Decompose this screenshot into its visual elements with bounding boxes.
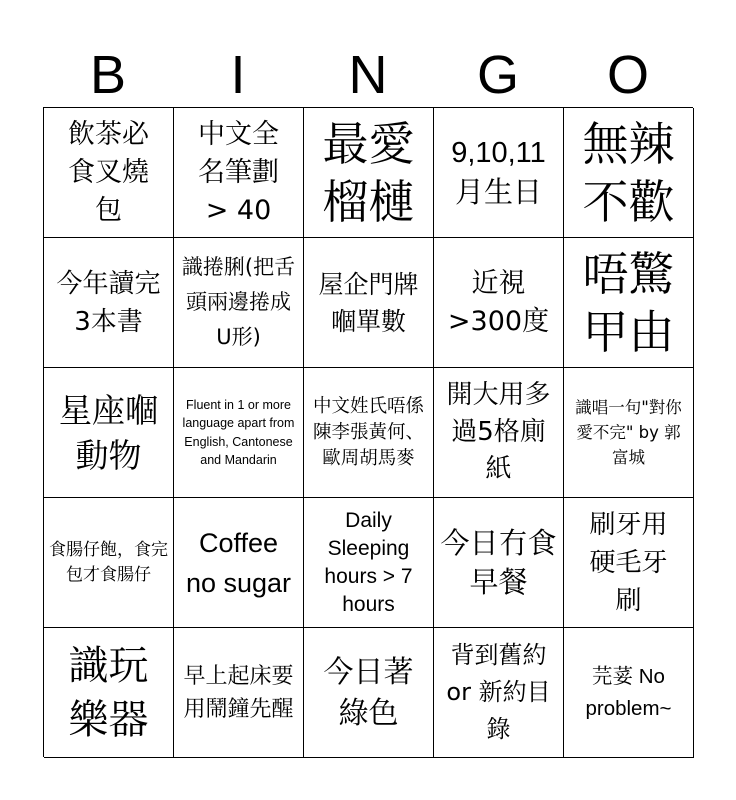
header-letter-b: B	[89, 45, 127, 105]
cell-text: 今年讀完3本書	[56, 268, 161, 337]
cell-text: 飲茶必食叉燒包	[68, 118, 149, 226]
bingo-cell[interactable]	[304, 628, 434, 758]
bingo-cell[interactable]	[564, 498, 694, 628]
bingo-cell[interactable]	[434, 628, 564, 758]
header-letter-n: N	[348, 45, 388, 105]
bingo-cell[interactable]	[44, 628, 174, 758]
bingo-grid	[43, 107, 693, 757]
header-letter-o: O	[606, 45, 649, 105]
cell-text: 背到舊約or 新約目錄	[446, 641, 551, 743]
bingo-cell[interactable]	[44, 368, 174, 498]
cell-text: 屋企門牌嗰單數	[318, 269, 419, 336]
cell-text: Fluent in 1 or more language apart from English, Cantonese and Mandarin	[182, 397, 295, 467]
cell-text: 無辣不歡	[582, 116, 675, 229]
cell-text: 近視>300度	[447, 267, 550, 337]
cell-text: 開大用多過5格廁紙	[446, 380, 551, 484]
bingo-cell[interactable]	[304, 108, 434, 238]
header-letter-i: I	[230, 45, 246, 105]
bingo-cell[interactable]	[434, 108, 564, 238]
cell-text: 9,10,11月生日	[451, 136, 546, 209]
bingo-cell[interactable]	[304, 368, 434, 498]
cell-text: 唔驚甲由	[582, 246, 675, 359]
bingo-cell[interactable]	[434, 368, 564, 498]
cell-text: 食腸仔飽，食完包才食腸仔	[49, 539, 168, 585]
cell-text: 識唱一句"對你愛不完" by 郭富城	[575, 398, 682, 467]
bingo-cell[interactable]	[174, 498, 304, 628]
bingo-cell[interactable]	[434, 238, 564, 368]
cell-text: 刷牙用硬毛牙刷	[589, 509, 668, 616]
cell-text: 識捲脷(把舌頭兩邊捲成U形)	[181, 255, 296, 349]
cell-text: 中文全名筆劃 > 40	[198, 118, 279, 226]
cell-text: 早上起床要用鬧鐘先醒	[183, 663, 294, 722]
cell-text: 今日著綠色	[323, 654, 414, 731]
bingo-cell[interactable]	[304, 498, 434, 628]
cell-text: 中文姓氏唔係陳李張黃何、歐周胡馬麥	[312, 395, 424, 469]
cell-text: Coffee no sugar	[185, 527, 292, 598]
bingo-cell[interactable]	[44, 238, 174, 368]
cell-text: 星座嗰動物	[59, 390, 158, 475]
bingo-cell[interactable]	[564, 368, 694, 498]
bingo-cell[interactable]	[44, 108, 174, 238]
bingo-cell[interactable]	[174, 628, 304, 758]
bingo-cell[interactable]	[304, 238, 434, 368]
cell-text: Daily Sleeping hours > 7 hours	[324, 508, 413, 616]
bingo-cell[interactable]	[564, 238, 694, 368]
bingo-cell[interactable]	[44, 498, 174, 628]
bingo-cell[interactable]	[564, 108, 694, 238]
header-letter-g: G	[476, 45, 519, 105]
bingo-cell[interactable]	[174, 238, 304, 368]
bingo-cell[interactable]	[434, 498, 564, 628]
cell-text: 芫荽 No problem~	[585, 664, 672, 720]
bingo-cell[interactable]	[174, 368, 304, 498]
bingo-cell[interactable]	[564, 628, 694, 758]
cell-text: 最愛榴槤	[322, 116, 415, 229]
cell-text: 今日冇食早餐	[440, 525, 557, 599]
cell-text: 識玩樂器	[68, 642, 149, 743]
bingo-cell[interactable]	[174, 108, 304, 238]
bingo-header	[43, 42, 693, 108]
